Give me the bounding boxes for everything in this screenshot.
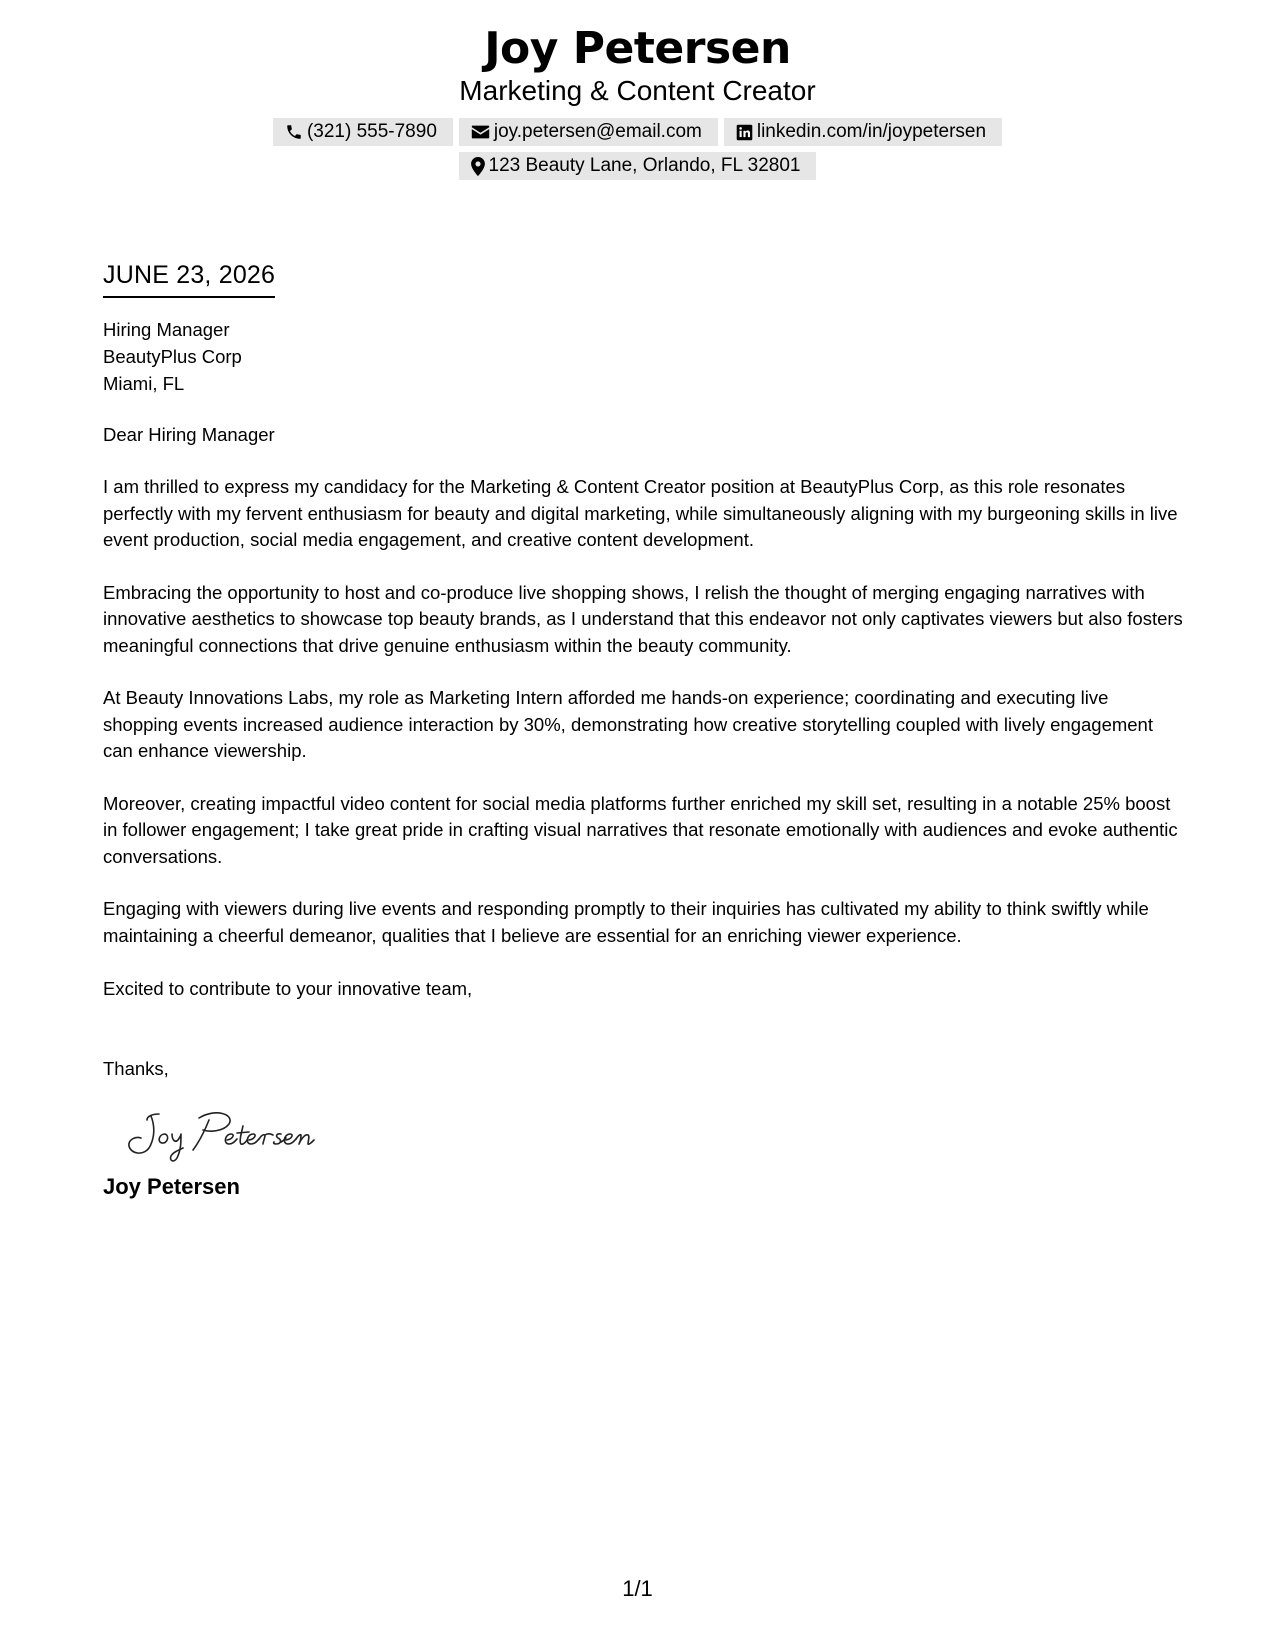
body-paragraph: Embracing the opportunity to host and co-produce live shopping shows, I relish the thought of merging engaging narratives with innovative aesthetics to showcase top beauty brands, as I understand that this endeavor not only captivates viewers but also fosters meaningful connections that drive genuine enthusiasm within the beauty community.	[103, 581, 1183, 656]
signoff: Thanks,	[103, 1058, 169, 1079]
envelope-icon	[471, 124, 490, 140]
salutation: Dear Hiring Manager	[103, 424, 275, 445]
body-paragraph: I am thrilled to express my candidacy for the Marketing & Content Creator position at BeautyPlus Corp, as this role resonates perfectly with my fervent enthusiasm for beauty and digital marketing, while simultaneously aligning with my burgeoning skills in live event production, social media engagement, and creative content development.	[103, 476, 1178, 550]
recipient-line: Hiring Manager	[103, 319, 230, 340]
contact-linkedin[interactable]	[724, 118, 1002, 146]
recipient-block	[103, 316, 1183, 397]
recipient-line: BeautyPlus Corp	[103, 346, 242, 367]
map-pin-icon	[471, 157, 485, 176]
page-number: 1/1	[622, 1576, 653, 1601]
contact-row-primary	[0, 118, 1275, 146]
applicant-name: Joy Petersen	[484, 23, 791, 74]
letter-header	[0, 22, 1275, 180]
body-paragraph: Moreover, creating impactful video content for social media platforms further enriched my skill set, resulting in a notable 25% boost in follower engagement; I take great pride in crafting visual narratives that resonate emotionally with audiences and evoke authentic conversations.	[103, 792, 1178, 867]
linkedin-icon	[736, 124, 753, 141]
contact-email[interactable]	[459, 118, 718, 146]
recipient-line: Miami, FL	[103, 373, 185, 394]
handwritten-signature	[125, 1104, 355, 1164]
closing-line: Excited to contribute to your innovative team,	[103, 978, 473, 999]
contact-linkedin-text: linkedin.com/in/joypetersen	[756, 121, 987, 142]
applicant-title: Marketing & Content Creator	[459, 75, 816, 106]
letter-body	[103, 258, 1183, 1202]
contact-phone-text: (321) 555-7890	[306, 121, 437, 142]
contact-email-text: joy.petersen@email.com	[493, 121, 702, 142]
phone-icon	[285, 123, 303, 141]
contact-address	[459, 152, 817, 180]
signer-name: Joy Petersen	[103, 1174, 240, 1199]
letter-date: JUNE 23, 2026	[103, 258, 275, 298]
contact-phone[interactable]	[273, 118, 453, 146]
contact-address-text: 123 Beauty Lane, Orlando, FL 32801	[488, 155, 801, 176]
contact-row-secondary	[0, 152, 1275, 180]
body-paragraph: Engaging with viewers during live events and responding promptly to their inquiries has cultivated my ability to think swiftly while maintaining a cheerful demeanor, qualities that I believe are essential for an enriching viewer experience.	[103, 898, 1149, 946]
body-paragraph: At Beauty Innovations Labs, my role as Marketing Intern afforded me hands-on experience; coordinating and executing live shopping events increased audience interaction by 30%, demonstrating how creative storytelling coupled with lively engagement can enhance viewership.	[103, 687, 1153, 761]
